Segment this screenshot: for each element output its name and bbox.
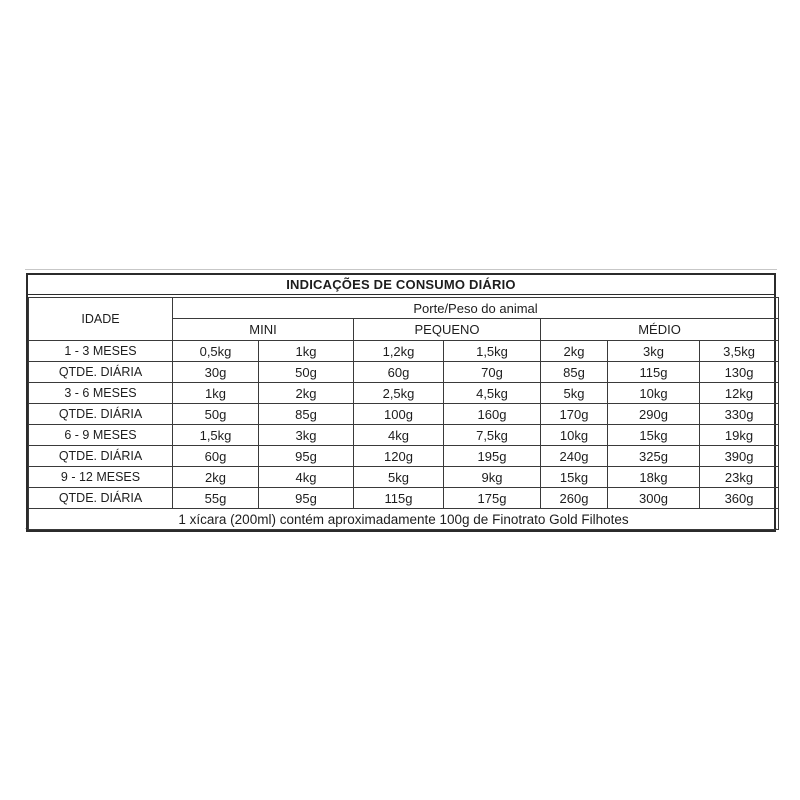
cell-value: 10kg bbox=[608, 383, 700, 404]
row-label: QTDE. DIÁRIA bbox=[29, 362, 173, 383]
cell-value: 3kg bbox=[608, 341, 700, 362]
cell-value: 4kg bbox=[259, 467, 354, 488]
cell-value: 9kg bbox=[444, 467, 541, 488]
cell-value: 95g bbox=[259, 488, 354, 509]
cell-value: 2kg bbox=[541, 341, 608, 362]
cell-value: 5kg bbox=[541, 383, 608, 404]
table-row bbox=[29, 404, 779, 425]
cell-value: 2kg bbox=[259, 383, 354, 404]
cell-value: 2kg bbox=[173, 467, 259, 488]
cell-value: 3kg bbox=[259, 425, 354, 446]
table-row bbox=[29, 425, 779, 446]
cell-value: 1kg bbox=[259, 341, 354, 362]
table-row bbox=[29, 362, 779, 383]
cell-value: 70g bbox=[444, 362, 541, 383]
row-label: 3 - 6 MESES bbox=[29, 383, 173, 404]
cell-value: 390g bbox=[700, 446, 779, 467]
footnote-row bbox=[29, 509, 779, 530]
cell-value: 170g bbox=[541, 404, 608, 425]
cell-value: 100g bbox=[354, 404, 444, 425]
cell-value: 160g bbox=[444, 404, 541, 425]
cell-value: 4kg bbox=[354, 425, 444, 446]
table-row bbox=[29, 488, 779, 509]
cell-value: 50g bbox=[259, 362, 354, 383]
consumption-grid bbox=[28, 297, 779, 530]
row-label: 1 - 3 MESES bbox=[29, 341, 173, 362]
scan-artifact-line-top bbox=[25, 269, 777, 270]
cell-value: 2,5kg bbox=[354, 383, 444, 404]
cell-value: 10kg bbox=[541, 425, 608, 446]
cell-value: 23kg bbox=[700, 467, 779, 488]
cell-value: 330g bbox=[700, 404, 779, 425]
cell-value: 240g bbox=[541, 446, 608, 467]
cell-value: 50g bbox=[173, 404, 259, 425]
header-row-porte bbox=[29, 298, 779, 319]
cell-value: 55g bbox=[173, 488, 259, 509]
cell-value: 4,5kg bbox=[444, 383, 541, 404]
cell-value: 1,2kg bbox=[354, 341, 444, 362]
cell-value: 5kg bbox=[354, 467, 444, 488]
cell-value: 260g bbox=[541, 488, 608, 509]
cell-value: 195g bbox=[444, 446, 541, 467]
cell-value: 115g bbox=[608, 362, 700, 383]
table-row bbox=[29, 467, 779, 488]
row-label: QTDE. DIÁRIA bbox=[29, 404, 173, 425]
cell-value: 120g bbox=[354, 446, 444, 467]
footnote-text: 1 xícara (200ml) contém aproximadamente 100g de Finotrato Gold Filhotes bbox=[29, 509, 779, 530]
table-row bbox=[29, 341, 779, 362]
cell-value: 3,5kg bbox=[700, 341, 779, 362]
row-label: 6 - 9 MESES bbox=[29, 425, 173, 446]
table-row bbox=[29, 383, 779, 404]
cell-value: 30g bbox=[173, 362, 259, 383]
corner-header-idade: IDADE bbox=[29, 298, 173, 341]
consumption-table bbox=[26, 273, 776, 532]
cell-value: 18kg bbox=[608, 467, 700, 488]
cell-value: 1,5kg bbox=[444, 341, 541, 362]
cell-value: 1,5kg bbox=[173, 425, 259, 446]
cell-value: 19kg bbox=[700, 425, 779, 446]
table-title: INDICAÇÕES DE CONSUMO DIÁRIO bbox=[28, 275, 774, 295]
row-label: QTDE. DIÁRIA bbox=[29, 488, 173, 509]
cell-value: 300g bbox=[608, 488, 700, 509]
cell-value: 325g bbox=[608, 446, 700, 467]
table-row bbox=[29, 446, 779, 467]
cell-value: 85g bbox=[541, 362, 608, 383]
size-group-mini: MINI bbox=[173, 319, 354, 341]
cell-value: 15kg bbox=[541, 467, 608, 488]
cell-value: 12kg bbox=[700, 383, 779, 404]
cell-value: 85g bbox=[259, 404, 354, 425]
cell-value: 130g bbox=[700, 362, 779, 383]
cell-value: 7,5kg bbox=[444, 425, 541, 446]
cell-value: 60g bbox=[173, 446, 259, 467]
row-label: 9 - 12 MESES bbox=[29, 467, 173, 488]
cell-value: 95g bbox=[259, 446, 354, 467]
cell-value: 115g bbox=[354, 488, 444, 509]
cell-value: 60g bbox=[354, 362, 444, 383]
cell-value: 290g bbox=[608, 404, 700, 425]
size-group-medio: MÉDIO bbox=[541, 319, 779, 341]
cell-value: 175g bbox=[444, 488, 541, 509]
cell-value: 0,5kg bbox=[173, 341, 259, 362]
size-group-pequeno: PEQUENO bbox=[354, 319, 541, 341]
cell-value: 1kg bbox=[173, 383, 259, 404]
group-header-porte-peso: Porte/Peso do animal bbox=[173, 298, 779, 319]
cell-value: 360g bbox=[700, 488, 779, 509]
row-label: QTDE. DIÁRIA bbox=[29, 446, 173, 467]
cell-value: 15kg bbox=[608, 425, 700, 446]
